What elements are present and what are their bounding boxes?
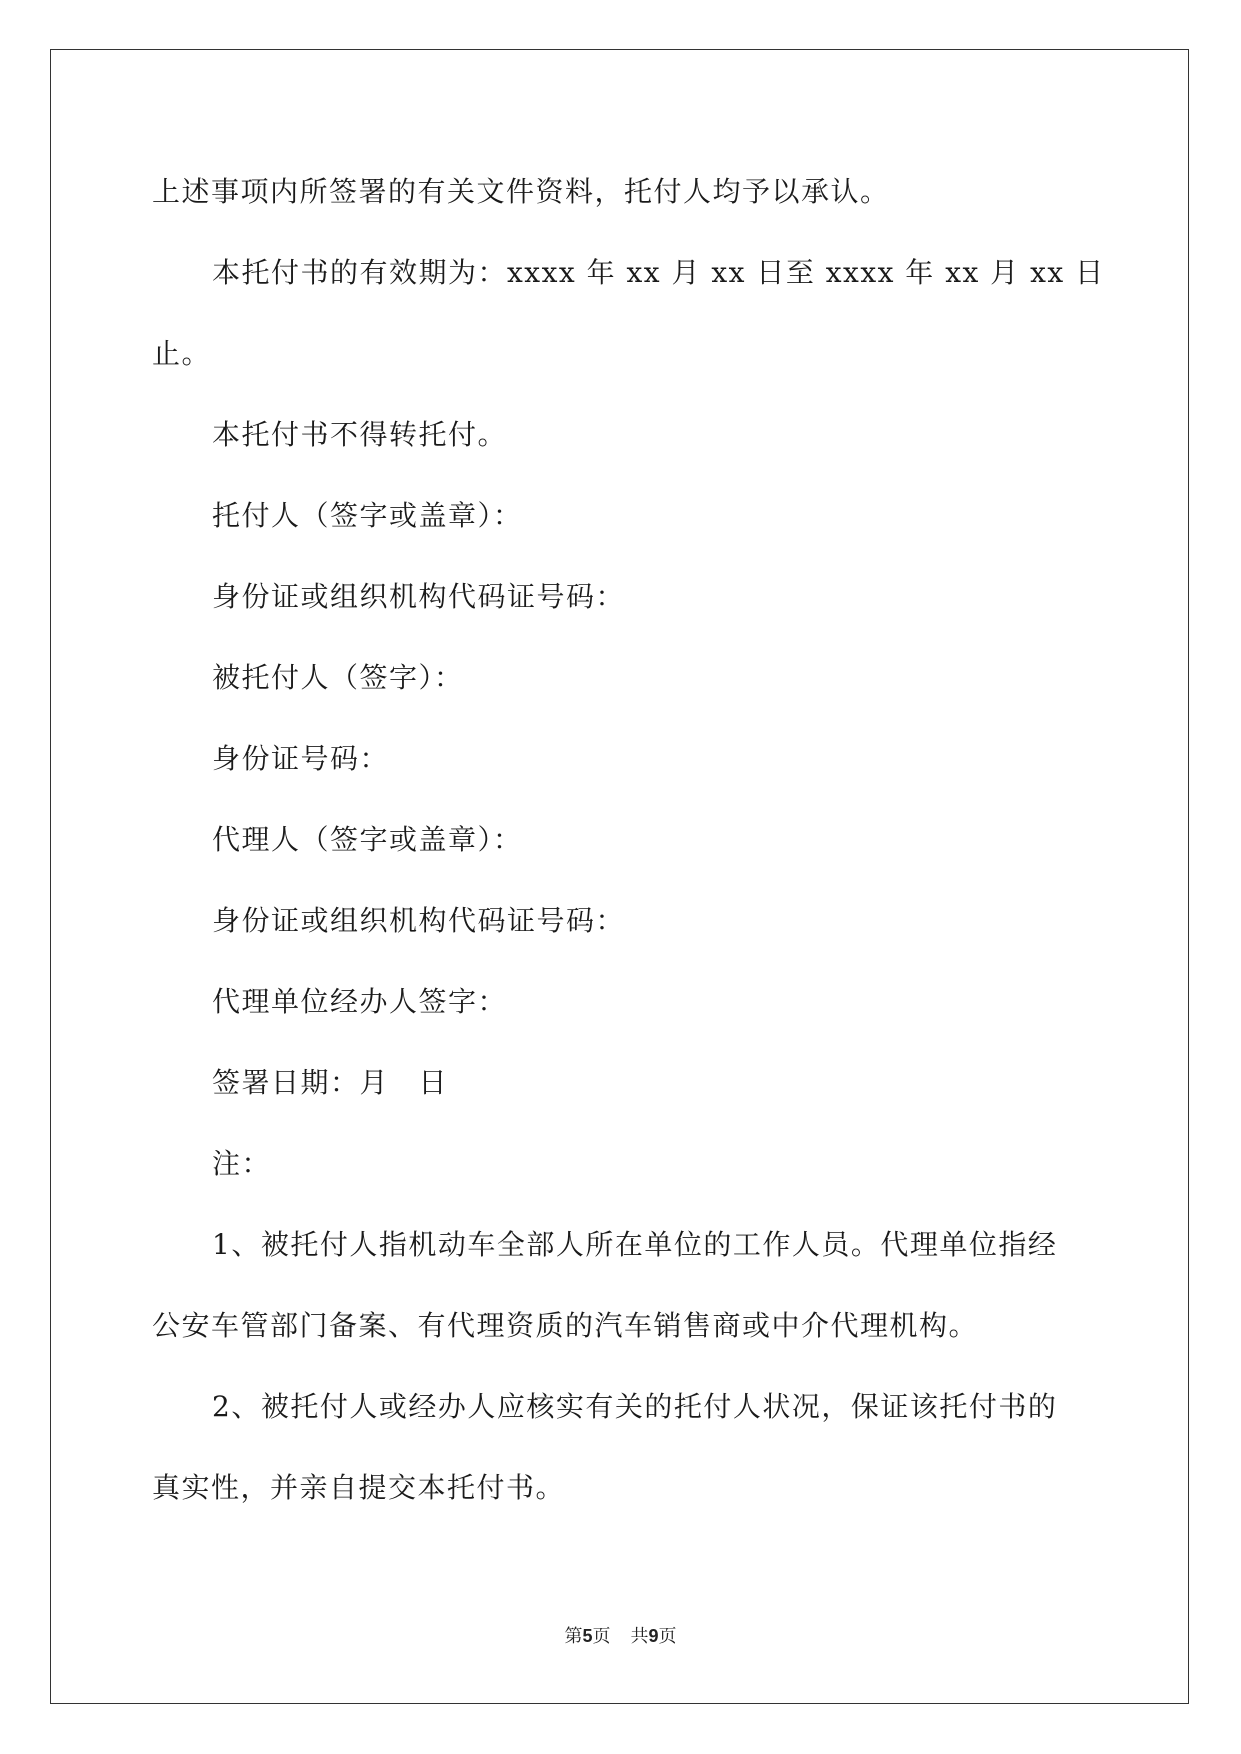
- text-line: 本托付书的有效期为：xxxx 年 xx 月 xx 日至 xxxx 年 xx 月 xx 日: [212, 256, 1105, 289]
- text-line: 签署日期：月 日: [212, 1066, 449, 1099]
- total-pages: 9: [648, 1626, 659, 1646]
- text-line: 本托付书不得转托付。: [212, 418, 508, 451]
- text-line: 被托付人（签字）：: [212, 661, 464, 694]
- text-line: 公安车管部门备案、有代理资质的汽车销售商或中介代理机构。: [152, 1309, 979, 1342]
- total-suffix: 页: [658, 1626, 677, 1647]
- text-line: 真实性，并亲自提交本托付书。: [152, 1471, 566, 1504]
- text-line: 身份证或组织机构代码证号码：: [212, 904, 626, 937]
- text-line: 2、被托付人或经办人应核实有关的托付人状况，保证该托付书的: [212, 1390, 1058, 1423]
- text-line: 1、被托付人指机动车全部人所在单位的工作人员。代理单位指经: [212, 1228, 1058, 1261]
- text-line: 代理单位经办人签字：: [212, 985, 508, 1018]
- text-line: 身份证或组织机构代码证号码：: [212, 580, 626, 613]
- page-footer: [0, 1624, 1241, 1649]
- total-prefix: 共: [630, 1626, 649, 1647]
- text-line: 上述事项内所签署的有关文件资料，托付人均予以承认。: [152, 175, 890, 208]
- text-line: 代理人（签字或盖章）：: [212, 823, 523, 856]
- text-line: 身份证号码：: [212, 742, 390, 775]
- page-number: 5: [582, 1626, 593, 1646]
- page-suffix: 页: [592, 1626, 611, 1647]
- document-body: [152, 151, 1105, 1528]
- text-line: 托付人（签字或盖章）：: [212, 499, 523, 532]
- text-line: 止。: [152, 337, 212, 370]
- text-line: 注：: [212, 1147, 272, 1180]
- page-prefix: 第: [564, 1626, 583, 1647]
